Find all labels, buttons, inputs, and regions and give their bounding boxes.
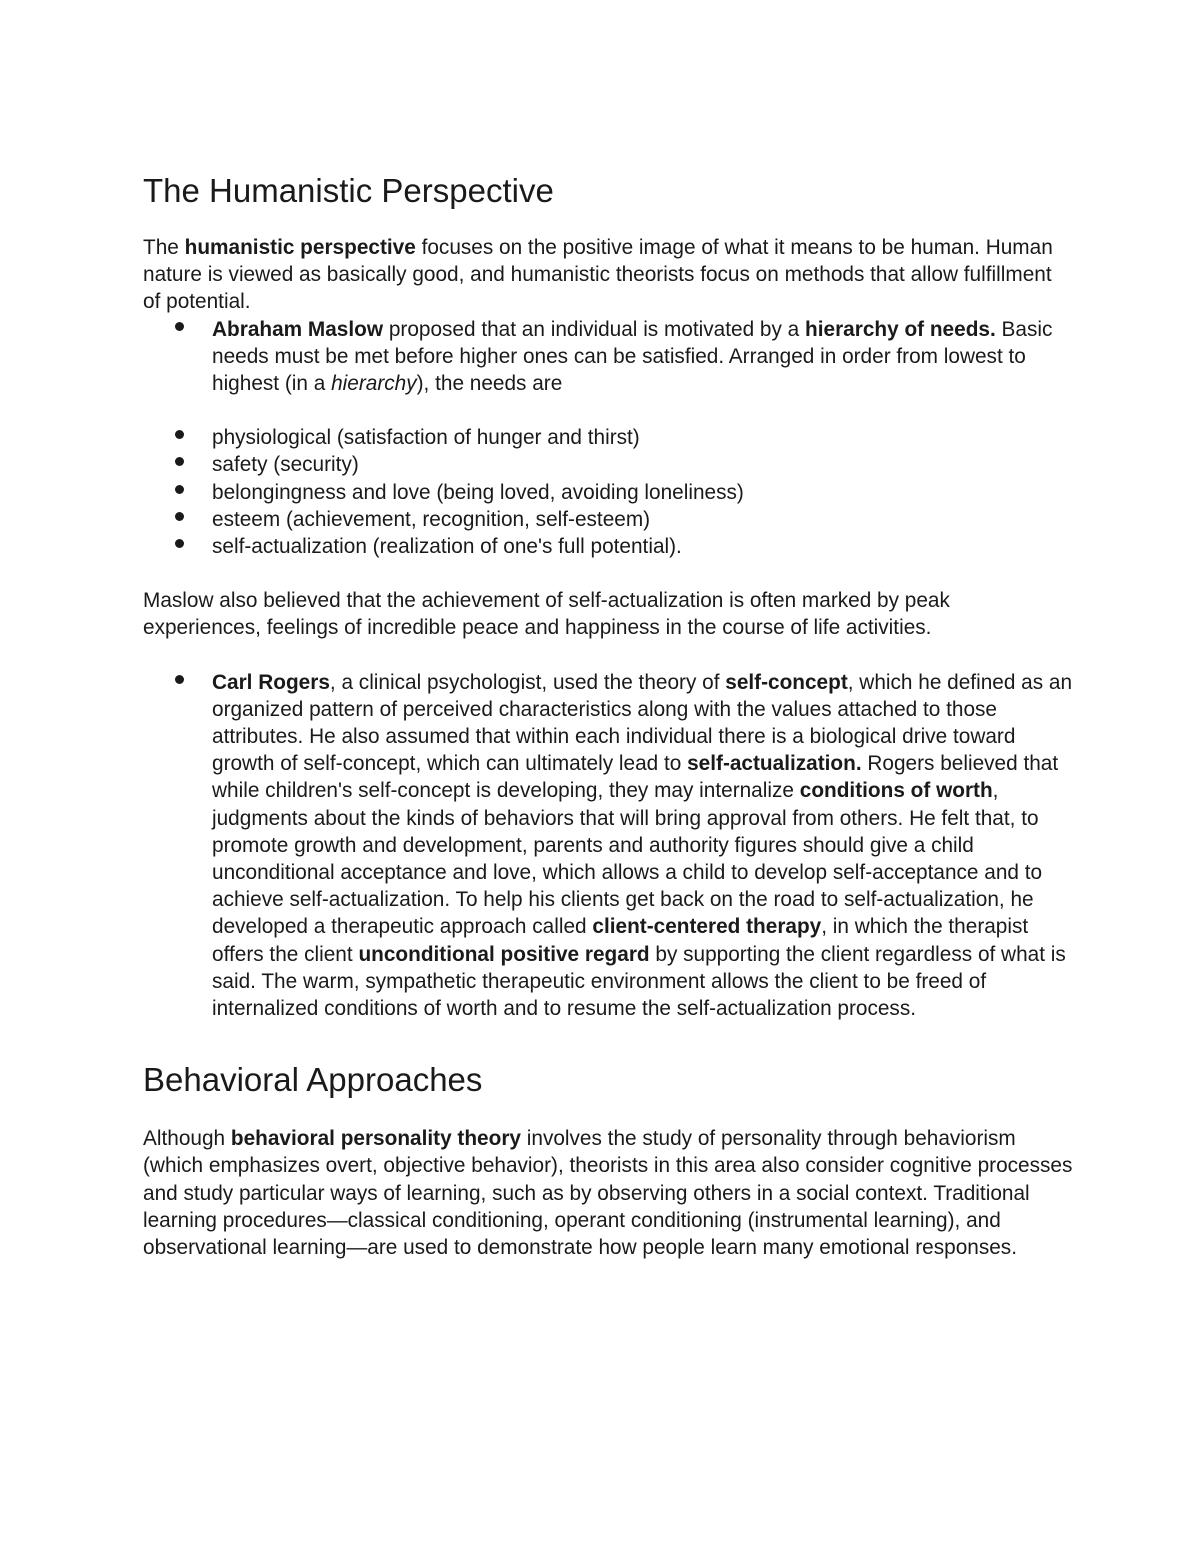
spacer — [143, 560, 1073, 587]
bullet-icon — [175, 512, 184, 521]
list-item-rogers — [143, 669, 1073, 1023]
document-content — [143, 171, 1073, 1261]
text-run: The — [143, 236, 185, 259]
bold-term: humanistic perspective — [184, 236, 416, 259]
bold-term: self-actualization. — [687, 752, 862, 776]
text-run: , which he defined as an organized pattern of perceived characteristics along with the values attached to those attributes. He also assumed that within each individual there is a biological drive toward growth of self-concept, which can ultimately lead to — [212, 670, 1073, 776]
behavioral-paragraph — [143, 1125, 1073, 1261]
bullet-icon — [175, 430, 184, 439]
bold-term: Abraham Maslow — [212, 317, 384, 341]
maslow-list — [143, 316, 1073, 398]
spacer — [143, 642, 1073, 669]
bold-term: self-concept — [725, 670, 848, 694]
section-title-behavioral: Behavioral Approaches — [143, 1061, 483, 1099]
need-text: safety (security) — [212, 453, 359, 477]
list-item-need — [143, 479, 1073, 506]
list-item-need — [143, 451, 1073, 478]
text-run: ), the needs are — [416, 372, 563, 396]
bold-term: hierarchy of needs. — [805, 317, 996, 341]
text-run: focuses on the positive image of what it means to be human. Human nature is viewed as basically good, and humanistic theorists focus on methods that allow fulfillment of potential. — [143, 236, 1053, 314]
peak-experiences-paragraph: Maslow also believed that the achievement of self-actualization is often marked by peak experiences, feelings of incredible peace and happiness in the course of life activities. — [143, 589, 950, 640]
needs-list — [143, 424, 1073, 560]
text-run: Although — [143, 1127, 231, 1151]
text-run: , a clinical psychologist, used the theory of — [329, 670, 726, 694]
text-run: proposed that an individual is motivated by a — [383, 317, 806, 341]
need-text: physiological (satisfaction of hunger and thirst) — [212, 426, 640, 450]
list-item-need — [143, 533, 1073, 560]
bold-term: Carl Rogers — [212, 670, 330, 694]
bold-term: behavioral personality theory — [230, 1127, 521, 1151]
list-item-need — [143, 424, 1073, 451]
italic-term: hierarchy — [331, 372, 417, 396]
bold-term: client-centered therapy — [592, 915, 822, 939]
section-title-humanistic: The Humanistic Perspective — [143, 172, 554, 209]
bold-term: unconditional positive regard — [358, 942, 650, 966]
text-run: Rogers believed that while children's self-concept is developing, they may internalize — [212, 752, 1059, 803]
spacer — [143, 397, 1073, 424]
bullet-icon — [175, 322, 184, 331]
text-run: Basic needs must be met before higher ones can be satisfied. Arranged in order from lowest to highest (in a — [212, 317, 1053, 396]
list-item-maslow — [143, 316, 1073, 398]
text-run: , judgments about the kinds of behaviors that will bring approval from others. He felt that, to promote growth and development, parents and authority figures should give a child unconditional acceptance and love, which allows a child to develop self-acceptance and to achieve self-actualization. To help his clients get back on the road to self-actualization, he developed a therapeutic approach called — [212, 779, 1043, 939]
need-text: belongingness and love (being loved, avoiding loneliness) — [212, 480, 744, 504]
need-text: self-actualization (realization of one's full potential). — [212, 535, 682, 559]
bullet-icon — [175, 457, 184, 466]
bullet-icon — [175, 485, 184, 494]
text-run: involves the study of personality through behaviorism (which emphasizes overt, objective behavior), theorists in this area also consider cognitive processes and study particular ways of learning, such as by observing others in a social context. Traditional learning procedures—classical conditioning, operant conditioning (instrumental learning), and observational learning—are used to demonstrate how people learn many emotional responses. — [143, 1127, 1073, 1260]
list-item-need — [143, 506, 1073, 533]
text-run: , in which the therapist offers the client — [212, 915, 1029, 966]
bold-term: conditions of worth — [799, 779, 993, 803]
bullet-icon — [175, 539, 184, 548]
need-text: esteem (achievement, recognition, self-esteem) — [212, 507, 651, 531]
text-run: by supporting the client regardless of what is said. The warm, sympathetic therapeutic environment allows the client to be freed of internalized conditions of worth and to resume the self-actualization process. — [212, 942, 1066, 1021]
humanistic-intro-paragraph — [143, 234, 1073, 316]
bullet-icon — [175, 675, 184, 684]
rogers-list — [143, 669, 1073, 1023]
